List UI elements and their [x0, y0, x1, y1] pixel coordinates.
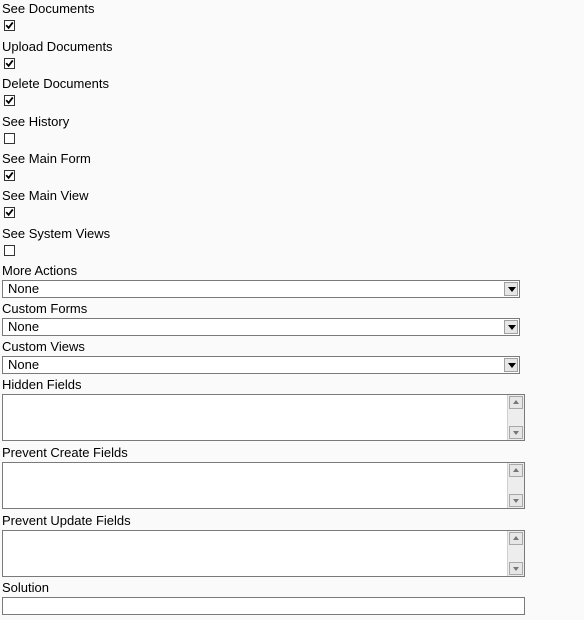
checkbox-delete-documents[interactable]	[4, 95, 15, 106]
scroll-down-icon[interactable]	[509, 494, 523, 507]
scroll-up-icon[interactable]	[509, 532, 523, 545]
label-more-actions: More Actions	[2, 263, 78, 278]
label-delete-documents: Delete Documents	[2, 76, 109, 91]
label-hidden-fields: Hidden Fields	[2, 377, 82, 392]
select-value: None	[8, 319, 40, 334]
label-upload-documents: Upload Documents	[2, 39, 113, 54]
textarea-prevent-create-fields[interactable]	[2, 462, 525, 509]
scrollbar[interactable]	[507, 531, 524, 576]
select-custom-views[interactable]	[2, 356, 520, 374]
label-custom-forms: Custom Forms	[2, 301, 88, 316]
label-see-system-views: See System Views	[2, 226, 111, 241]
dropdown-arrow-icon[interactable]	[504, 282, 518, 296]
checkbox-see-main-form[interactable]	[4, 170, 15, 181]
checkbox-see-history[interactable]	[4, 133, 15, 144]
label-solution: Solution	[2, 580, 49, 595]
select-value: None	[8, 281, 40, 296]
select-value: None	[8, 357, 40, 372]
dropdown-arrow-icon[interactable]	[504, 320, 518, 334]
scroll-up-icon[interactable]	[509, 396, 523, 409]
textarea-hidden-fields[interactable]	[2, 394, 525, 441]
label-see-main-form: See Main Form	[2, 151, 91, 166]
label-see-main-view: See Main View	[2, 188, 89, 203]
label-prevent-create-fields: Prevent Create Fields	[2, 445, 128, 460]
checkbox-see-system-views[interactable]	[4, 245, 15, 256]
label-custom-views: Custom Views	[2, 339, 85, 354]
label-prevent-update-fields: Prevent Update Fields	[2, 513, 131, 528]
checkmark-icon	[5, 96, 14, 105]
scrollbar[interactable]	[507, 395, 524, 440]
checkbox-upload-documents[interactable]	[4, 58, 15, 69]
label-see-documents: See Documents	[2, 1, 95, 16]
dropdown-arrow-icon[interactable]	[504, 358, 518, 372]
checkmark-icon	[5, 59, 14, 68]
scrollbar[interactable]	[507, 463, 524, 508]
select-custom-forms[interactable]	[2, 318, 520, 336]
select-more-actions[interactable]	[2, 280, 520, 298]
solution-input[interactable]	[2, 597, 525, 615]
scroll-down-icon[interactable]	[509, 562, 523, 575]
scroll-down-icon[interactable]	[509, 426, 523, 439]
checkbox-see-main-view[interactable]	[4, 207, 15, 218]
checkbox-see-documents[interactable]	[4, 20, 15, 31]
scroll-up-icon[interactable]	[509, 464, 523, 477]
checkmark-icon	[5, 208, 14, 217]
checkmark-icon	[5, 171, 14, 180]
checkmark-icon	[5, 21, 14, 30]
textarea-prevent-update-fields[interactable]	[2, 530, 525, 577]
label-see-history: See History	[2, 114, 70, 129]
